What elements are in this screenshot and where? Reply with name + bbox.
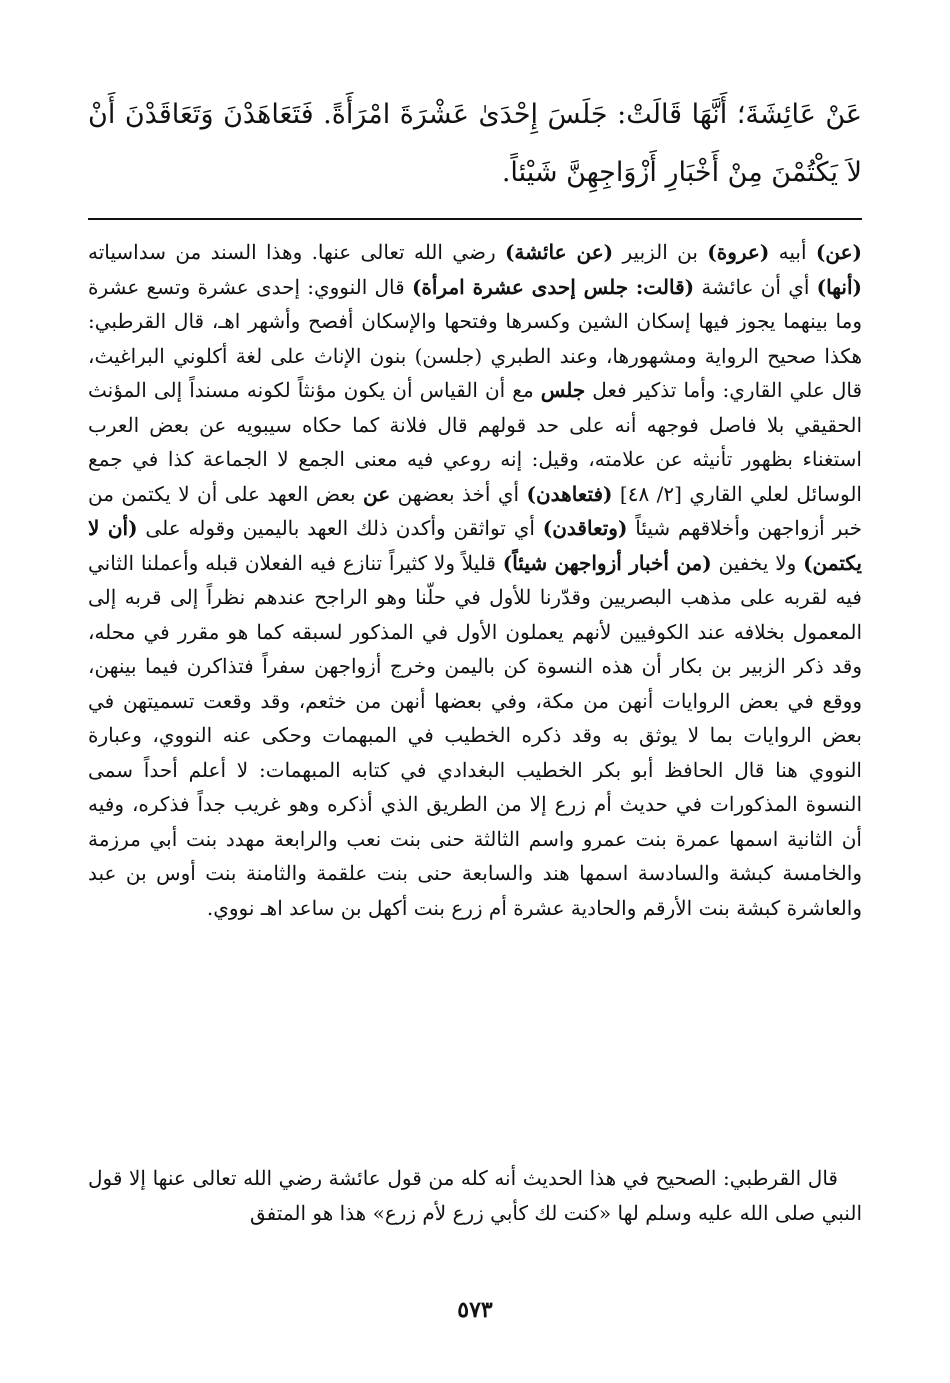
commentary-text: قال النووي: إحدى عشرة وتسع عشرة وما بينهما يجوز فيها إسكان الشين وكسرها وفتحها والإسكان أفصح وأشهر اهـ، قال القرطبي: هكذا صحيح الرواية ومشهورها، وعند الطبري (جلسن) بنون الإناث على لغة أكلوني البراغيث، قال علي القاري: وأما تذكير فعل	[88, 274, 863, 402]
bold-phrase: (عن عائشة)	[504, 240, 614, 264]
footnote-divider	[88, 218, 862, 220]
bold-phrase: (عن)	[815, 240, 862, 264]
bold-phrase: (من أخبار أزواجهن شيئاً)	[502, 550, 712, 575]
commentary-paragraph	[88, 235, 862, 925]
bold-phrase: جلس	[540, 378, 586, 402]
commentary-text: أي تواثقن وأكدن ذلك العهد باليمين وقوله على	[137, 516, 543, 540]
bold-phrase: (أنها)	[816, 274, 862, 299]
book-page	[88, 86, 862, 1346]
commentary-text: ولا يخفين	[711, 550, 804, 575]
commentary-text: بن الزبير	[613, 240, 708, 264]
commentary-text: قليلاً ولا كثيراً تنازع فيه الفعلان قبله وأعملنا الثاني فيه لقربه على مذهب البصريين وقدّرنا للأول في حلّنا وهو الراجح عندهم نظراً إلى قربه إلى المعمول بخلافه عند الكوفيين لأنهم يعملون الأول في المذكور لسبقه كما هو مقرر في محله، وقد ذكر الزبير بن بكار أن هذه النسوة كن باليمن وخرج أزواجهن سفراً فتذاكرن فيما بينهن، ووقع في بعض الروايات أنهن من مكة، وفي بعضها أنهن من خثعم، وقد وقعت تسميتهن في بعض الروايات بما لا يوثق به وقد ذكره الخطيب في المبهمات وحكى عنه النووي، وعبارة النووي هنا قال الحافظ أبو بكر الخطيب البغدادي في كتابه المبهمات: لا أعلم أحداً سمى النسوة المذكورات في حديث أم زرع إلا من الطريق الذي أذكره وهو غريب جداً فذكره، وفيه أن الثانية اسمها عمرة بنت عمرو واسم الثالثة حنى بنت نعب والرابعة مهدد بنت أبي مرزمة والخامسة كبشة والسادسة اسمها هند والسابعة حنى بنت علقمة والثامنة بنت أوس بن عبد والعاشرة كبشة بنت الأرقم والحادية عشرة أم زرع بنت أكهل بن ساعد اهـ نووي.	[88, 550, 863, 920]
hadith-text: عَنْ عَائِشَةَ؛ أَنَّهَا قَالَتْ: جَلَسَ إِحْدَىٰ عَشْرَةَ امْرَأَةً. فَتَعَاهَدْنَ وَتَعَاقَدْنَ أَنْ لاَ يَكْتُمْنَ مِنْ أَخْبَارِ أَزْوَاجِهِنَّ شَيْئاً.	[88, 99, 862, 188]
commentary-text: أي أن عائشة	[694, 274, 817, 299]
bold-phrase: (قالت: جلس إحدى عشرة امرأة)	[411, 274, 695, 299]
commentary-text: أبيه	[769, 240, 816, 264]
bold-phrase: عن	[362, 481, 391, 506]
qurtubi-paragraph: قال القرطبي: الصحيح في هذا الحديث أنه كله من قول عائشة رضي الله تعالى عنها إلا قول النبي صلى الله عليه وسلم لها «كنت لك كأبي زرع لأم زرع» هذا هو المتفق	[88, 1166, 862, 1225]
page-number: ٥٧٣	[457, 1297, 493, 1323]
bold-phrase: (أن لا يكتمن)	[88, 516, 862, 575]
commentary-text: مع أن القياس أن يكون مؤنثاً لكونه مسنداً إلى المؤنث الحقيقي بلا فاصل فوجهه أنه على حد قولهم قال فلانة كما حكاه سيبويه عن بعض العرب استغناء بظهور تأنيثه عن علامته، وقيل: إنه روعي فيه معنى الجمع لا الجماعة كذا في جمع الوسائل لعلي القاري [٢/ ٤٨]	[88, 378, 862, 506]
bold-phrase: (وتعاقدن)	[542, 516, 628, 540]
commentary-text: أي أخذ بعضهن	[390, 481, 527, 506]
commentary-text: بعض العهد على أن لا يكتمن من خبر أزواجهن وأخلاقهم شيئاً	[88, 481, 863, 540]
bold-phrase: (فتعاهدن)	[526, 481, 613, 506]
commentary-text: رضي الله تعالى عنها. وهذا السند من سداسياته	[88, 240, 505, 264]
bold-phrase: (عروة)	[707, 240, 770, 264]
